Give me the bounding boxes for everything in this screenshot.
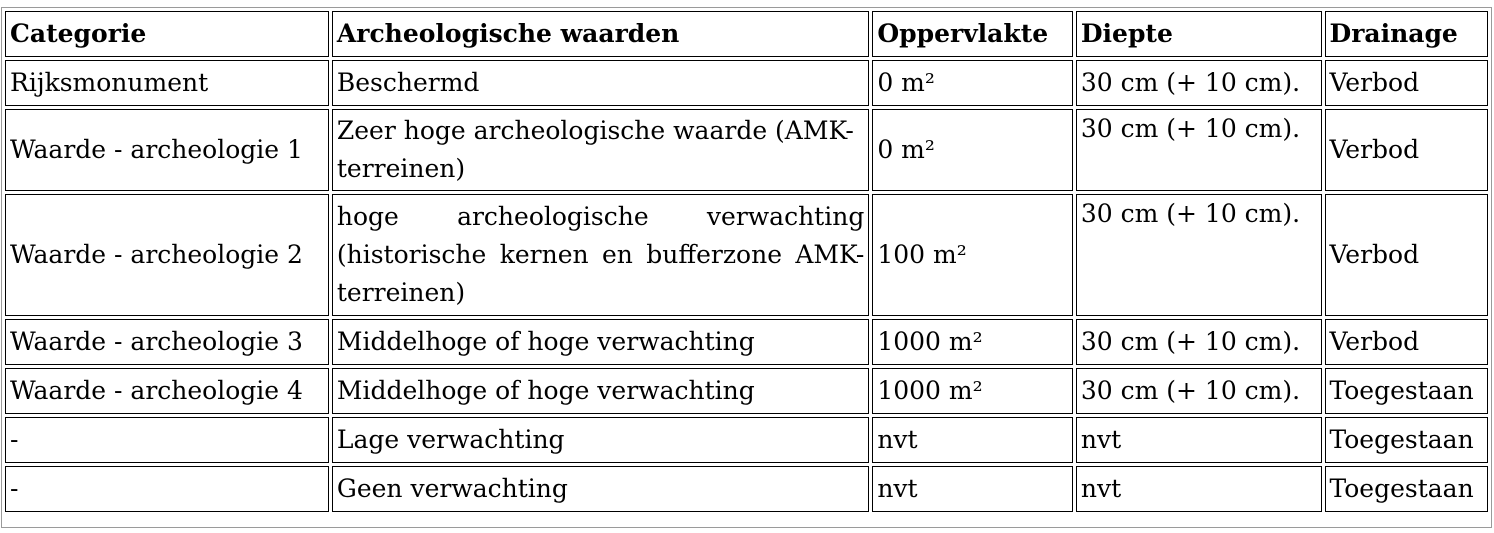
cell-drainage: Verbod <box>1325 60 1488 106</box>
archaeology-values-table <box>2 8 1491 515</box>
table-row <box>5 60 1488 106</box>
cell-archeologische-waarden: Zeer hoge archeologische waarde (AMK-terreinen) <box>332 109 869 191</box>
header-categorie: Categorie <box>5 11 329 57</box>
cell-drainage: Verbod <box>1325 319 1488 365</box>
cell-archeologische-waarden: hoge archeologische verwachting (historische kernen en bufferzone AMK-terreinen) <box>332 194 869 316</box>
cell-drainage: Toegestaan <box>1325 466 1488 512</box>
cell-archeologische-waarden: Middelhoge of hoge verwachting <box>332 368 869 414</box>
cell-oppervlakte: 0 m² <box>872 60 1073 106</box>
cell-oppervlakte: nvt <box>872 417 1073 463</box>
cell-diepte: 30 cm (+ 10 cm). <box>1076 109 1322 191</box>
table-row <box>5 194 1488 316</box>
cell-archeologische-waarden: Beschermd <box>332 60 869 106</box>
cell-oppervlakte: nvt <box>872 466 1073 512</box>
cell-categorie: Waarde - archeologie 3 <box>5 319 329 365</box>
cell-oppervlakte: 0 m² <box>872 109 1073 191</box>
cell-archeologische-waarden: Geen verwachting <box>332 466 869 512</box>
table-row <box>5 417 1488 463</box>
header-oppervlakte: Oppervlakte <box>872 11 1073 57</box>
cell-oppervlakte: 1000 m² <box>872 319 1073 365</box>
header-drainage: Drainage <box>1325 11 1488 57</box>
cell-categorie: Waarde - archeologie 4 <box>5 368 329 414</box>
cell-categorie: Rijksmonument <box>5 60 329 106</box>
cell-archeologische-waarden: Lage verwachting <box>332 417 869 463</box>
cell-diepte: 30 cm (+ 10 cm). <box>1076 319 1322 365</box>
cell-categorie: - <box>5 466 329 512</box>
cell-diepte: 30 cm (+ 10 cm). <box>1076 60 1322 106</box>
cell-archeologische-waarden: Middelhoge of hoge verwachting <box>332 319 869 365</box>
cell-oppervlakte: 1000 m² <box>872 368 1073 414</box>
cell-categorie: - <box>5 417 329 463</box>
table-row <box>5 319 1488 365</box>
cell-drainage: Toegestaan <box>1325 417 1488 463</box>
cell-diepte: nvt <box>1076 466 1322 512</box>
header-archeologische-waarden: Archeologische waarden <box>332 11 869 57</box>
cell-diepte: 30 cm (+ 10 cm). <box>1076 194 1322 316</box>
cell-categorie: Waarde - archeologie 2 <box>5 194 329 316</box>
table-row <box>5 466 1488 512</box>
cell-drainage: Verbod <box>1325 109 1488 191</box>
table-row <box>5 368 1488 414</box>
cell-categorie: Waarde - archeologie 1 <box>5 109 329 191</box>
header-diepte: Diepte <box>1076 11 1322 57</box>
cell-drainage: Verbod <box>1325 194 1488 316</box>
cell-diepte: nvt <box>1076 417 1322 463</box>
cell-diepte: 30 cm (+ 10 cm). <box>1076 368 1322 414</box>
cell-oppervlakte: 100 m² <box>872 194 1073 316</box>
table-header-row <box>5 11 1488 57</box>
archaeology-table-container <box>1 7 1492 528</box>
table-row <box>5 109 1488 191</box>
cell-drainage: Toegestaan <box>1325 368 1488 414</box>
